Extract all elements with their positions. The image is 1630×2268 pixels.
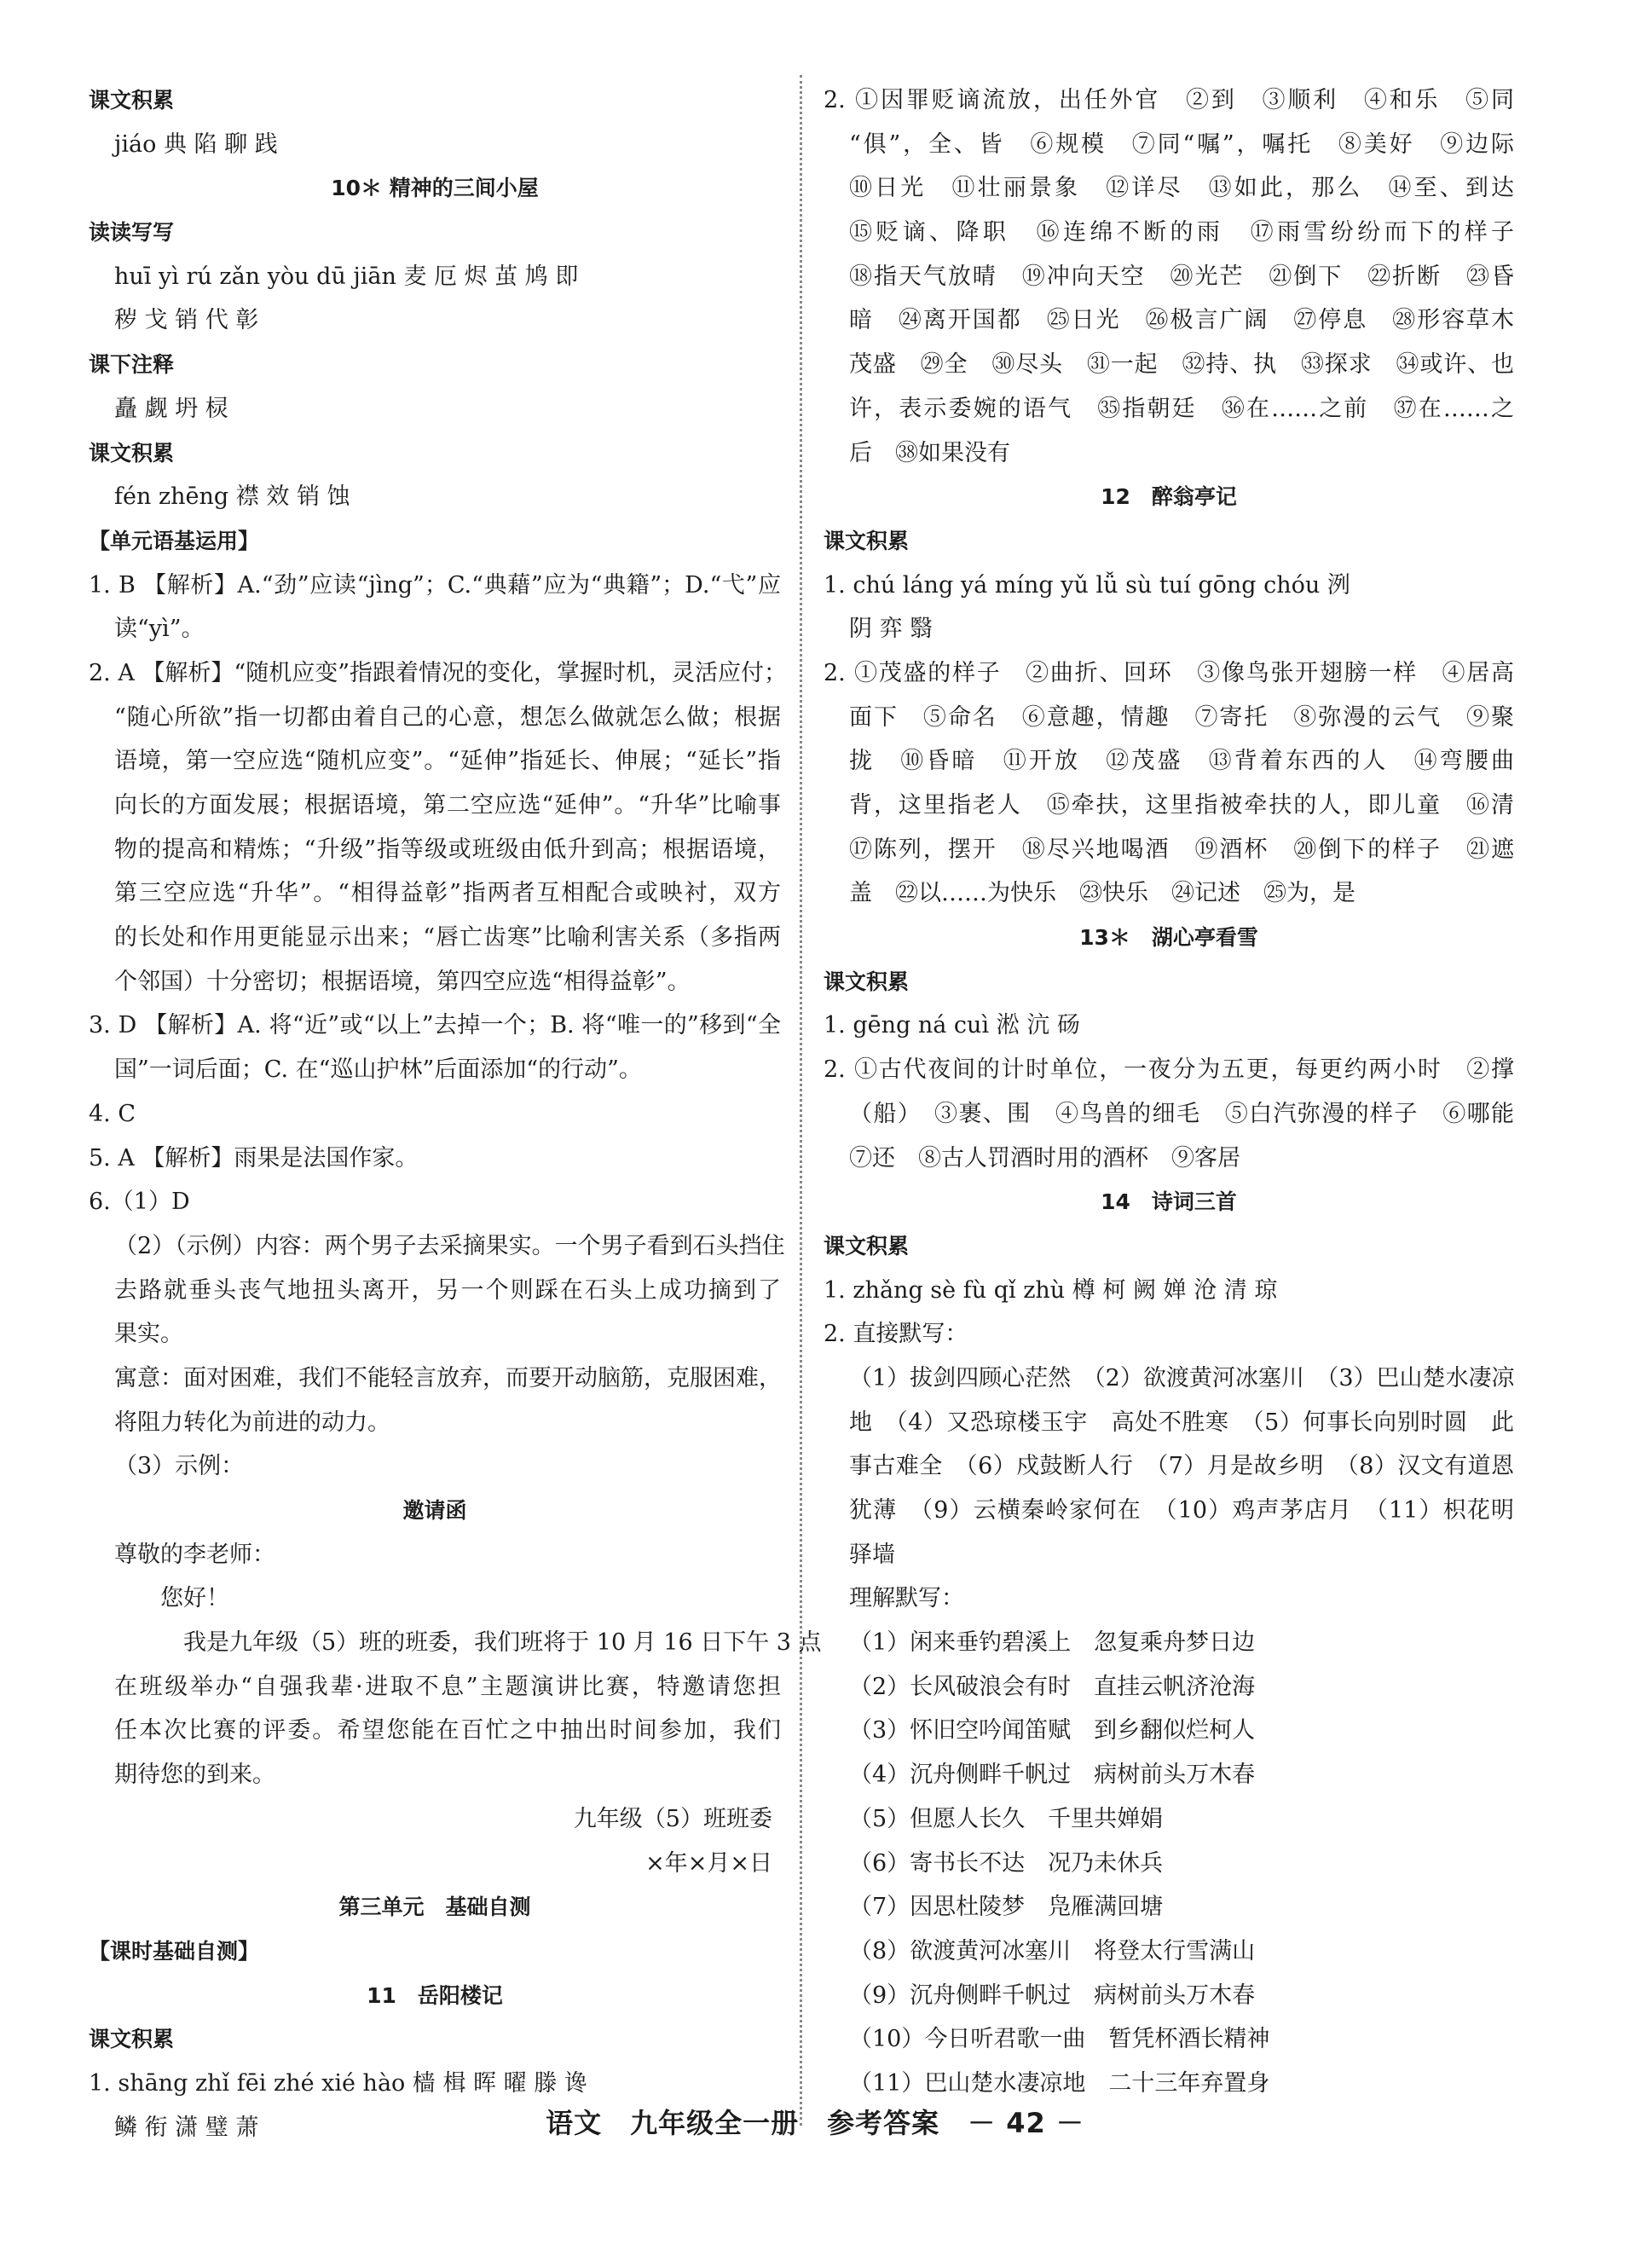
left-line: 去路就垂头丧气地扭头离开，另一个则踩在石头上成功摘到了 [114,1276,781,1304]
right-line: 背，这里指老人 ⑮牵扶，这里指被牵扶的人，即儿童 ⑯清 [849,792,1514,819]
left-line: 【课时基础自测】 [89,1938,260,1964]
right-line: ⑩日光 ⑪壮丽景象 ⑫详尽 ⑬如此，那么 ⑭至、到达 [849,175,1514,202]
left-line: 将阻力转化为前进的动力。 [114,1409,390,1436]
right-line: （4）沉舟侧畔千帆过 病树前头万木春 [849,1762,1256,1789]
left-line: （3）示例： [114,1453,245,1480]
left-line: 11 岳阳楼记 [367,1982,503,2008]
right-line: （7）因思杜陵梦 凫雁满回塘 [849,1894,1164,1921]
right-line: （5）但愿人长久 千里共婵娟 [849,1805,1164,1832]
left-line: 我是九年级（5）班的班委，我们班将于 10 月 16 日下午 3 点 [114,1629,822,1657]
left-line: 读“yì”。 [114,616,205,643]
left-line: 秽 戈 销 代 彰 [114,307,259,334]
right-line: 2. ①因罪贬谪流放，出任外官 ②到 ③顺利 ④和乐 ⑤同 [824,87,1514,113]
left-line: 5. A 【解析】雨果是法国作家。 [89,1144,419,1172]
right-line: 事古难全 （6）戍鼓断人行 （7）月是故乡明 （8）汉文有道恩 [849,1453,1514,1480]
left-line: 4. C [89,1100,136,1127]
left-line: jiáo 典 陷 聊 践 [114,130,278,158]
right-line: 课文积累 [824,528,910,553]
left-line: 第三单元 基础自测 [338,1895,531,1920]
left-line: 6.（1）D [89,1189,190,1216]
right-column [824,78,1514,2106]
left-line: （2）（示例）内容：两个男子去采摘果实。一个男子看到石头挡住 [114,1232,785,1259]
left-line: 课文积累 [89,440,175,466]
column-divider [800,75,802,2126]
right-line: 课文积累 [824,969,910,994]
right-line: 课文积累 [824,1233,910,1258]
left-line: 3. D 【解析】A. 将“近”或“以上”去掉一个；B. 将“唯一的”移到“全 [89,1012,781,1039]
right-line: 茂盛 ㉙全 ㉚尽头 ㉛一起 ㉜持、执 ㉝探求 ㉞或许、也 [849,351,1514,379]
left-line: “随心所欲”指一切都由着自己的心意，想怎么做就怎么做；根据 [114,703,781,731]
left-line: 寓意：面对困难，我们不能轻言放弃，而要开动脑筋，克服困难， [114,1364,782,1391]
left-line: 个邻国）十分密切；根据语境，第四空应选“相得益彰”。 [114,968,691,995]
left-line: 国”一词后面；C. 在“巡山护林”后面添加“的行动”。 [114,1056,642,1084]
right-line: （船） ③裹、围 ④鸟兽的细毛 ⑤白汽弥漫的样子 ⑥哪能 [849,1100,1514,1127]
right-line: 1. gēng ná cuì 淞 沆 砀 [824,1012,1080,1039]
right-line: （9）沉舟侧畔千帆过 病树前头万木春 [849,1982,1256,2009]
right-line: 地 （4）又恐琼楼玉宇 高处不胜寒 （5）何事长向别时圆 此 [849,1409,1514,1436]
left-line: 期待您的到来。 [114,1762,275,1789]
right-line: ⑮贬谪、降职 ⑯连绵不断的雨 ⑰雨雪纷纷而下的样子 [849,219,1514,246]
right-line: 后 ㊳如果没有 [849,439,1010,466]
right-line: 理解默写： [849,1585,964,1612]
right-line: 1. zhǎng sè fù qǐ zhù 樽 柯 阙 婵 沧 清 琼 [824,1276,1278,1304]
right-line: 拢 ⑩昏暗 ⑪开放 ⑫茂盛 ⑬背着东西的人 ⑭弯腰曲 [849,748,1514,775]
right-line: 13＊ 湖心亭看雪 [1079,925,1258,951]
left-line: 【单元语基运用】 [89,528,260,553]
left-line: 1. B 【解析】A.“劲”应读“jìng”；C.“典藉”应为“典籍”；D.“弋”应 [89,571,781,599]
left-line: 课文积累 [89,2027,175,2052]
left-line: 尊敬的李老师： [114,1541,275,1568]
left-line: 鳞 衔 潇 璧 萧 [114,2114,259,2141]
right-line: 许，表示委婉的语气 ㉟指朝廷 ㊱在……之前 ㊲在……之 [849,395,1514,422]
right-line: （2）长风破浪会有时 直挂云帆济沧海 [849,1673,1256,1700]
left-line: 物的提高和精炼；“升级”指等级或班级由低升到高；根据语境， [114,836,781,863]
left-line: 课下注释 [89,352,175,378]
right-line: 面下 ⑤命名 ⑥意趣，情趣 ⑦寄托 ⑧弥漫的云气 ⑨聚 [849,703,1514,731]
right-line: 犹薄 （9）云横秦岭家何在 （10）鸡声茅店月 （11）枳花明 [849,1497,1514,1524]
left-line: 读读写写 [89,220,175,246]
right-line: 12 醉翁亭记 [1101,484,1237,510]
left-line: 课文积累 [89,88,175,113]
right-line: 2. ①茂盛的样子 ②曲折、回环 ③像鸟张开翅膀一样 ④居高 [824,659,1514,686]
right-line: 盖 ㉒以……为快乐 ㉓快乐 ㉔记述 ㉕为，是 [849,880,1355,907]
left-line: fén zhēng 襟 效 销 蚀 [114,483,350,511]
right-line: 暗 ㉔离开国都 ㉕日光 ㉖极言广阔 ㉗停息 ㉘形容草木 [849,307,1514,334]
left-line: 果实。 [114,1321,183,1348]
right-line: 14 诗词三首 [1101,1189,1237,1215]
right-line: ⑰陈列，摆开 ⑱尽兴地喝酒 ⑲酒杯 ⑳倒下的样子 ㉑遮 [849,836,1514,863]
right-line: （6）寄书长不达 况乃未休兵 [849,1849,1164,1877]
right-line: 2. ①古代夜间的计时单位，一夜分为五更，每更约两小时 ②撑 [824,1056,1514,1084]
right-line: （8）欲渡黄河冰塞川 将登太行雪满山 [849,1937,1256,1964]
left-line: 10＊ 精神的三间小屋 [331,176,539,201]
right-line: “俱”，全、皆 ⑥规模 ⑦同“嘱”，嘱托 ⑧美好 ⑨边际 [849,130,1514,158]
right-line: 1. chú láng yá míng yǔ lǚ sù tuí gōng chóu 洌 [824,571,1350,599]
right-line: ⑱指天气放晴 ⑲冲向天空 ⑳光芒 ㉑倒下 ㉒折断 ㉓昏 [849,263,1514,290]
page-footer: 语文 九年级全一册 参考答案 － 42 － [546,2107,1084,2139]
left-line: 矗 觑 坍 棂 [114,395,228,422]
left-line: 第三空应选“升华”。“相得益彰”指两者互相配合或映衬，双方 [114,880,781,907]
left-line: ×年×月×日 [645,1849,772,1877]
left-line: 1. shāng zhǐ fēi zhé xié hào 樯 楫 晖 曜 滕 谗 [89,2069,587,2097]
right-line: ⑦还 ⑧古人罚酒时用的酒杯 ⑨客居 [849,1144,1240,1172]
left-line: 您好！ [114,1585,229,1612]
right-line: （3）怀旧空吟闻笛赋 到乡翻似烂柯人 [849,1717,1256,1744]
right-line: （10）今日听君歌一曲 暂凭杯酒长精神 [849,2026,1270,2053]
right-line: 驿墙 [849,1541,895,1568]
left-line: 2. A 【解析】“随机应变”指跟着情况的变化，掌握时机，灵活应付； [89,659,788,686]
left-line: 邀请函 [402,1498,467,1523]
left-line: 任本次比赛的评委。希望您能在百忙之中抽出时间参加，我们 [114,1717,781,1744]
left-line: huī yì rú zǎn yòu dū jiān 麦 厄 烬 茧 鸠 即 [114,263,579,290]
right-line: （11）巴山楚水凄凉地 二十三年弃置身 [849,2069,1270,2097]
left-line: 向长的方面发展；根据语境，第二空应选“延伸”。“升华”比喻事 [114,792,781,819]
right-line: （1）闲来垂钓碧溪上 忽复乘舟梦日边 [849,1629,1256,1657]
left-line: 语境，第一空应选“随机应变”。“延伸”指延长、伸展；“延长”指 [114,748,781,775]
right-line: 阴 弈 翳 [849,616,933,643]
right-line: 2. 直接默写： [824,1321,968,1348]
left-line: 九年级（5）班班委 [573,1805,772,1832]
right-line: （1）拔剑四顾心茫然 （2）欲渡黄河冰塞川 （3）巴山楚水凄凉 [849,1364,1515,1391]
left-line: 在班级举办“自强我辈·进取不息”主题演讲比赛，特邀请您担 [114,1673,781,1700]
left-line: 的长处和作用更能显示出来；“唇亡齿寒”比喻利害关系（多指两 [114,924,781,952]
